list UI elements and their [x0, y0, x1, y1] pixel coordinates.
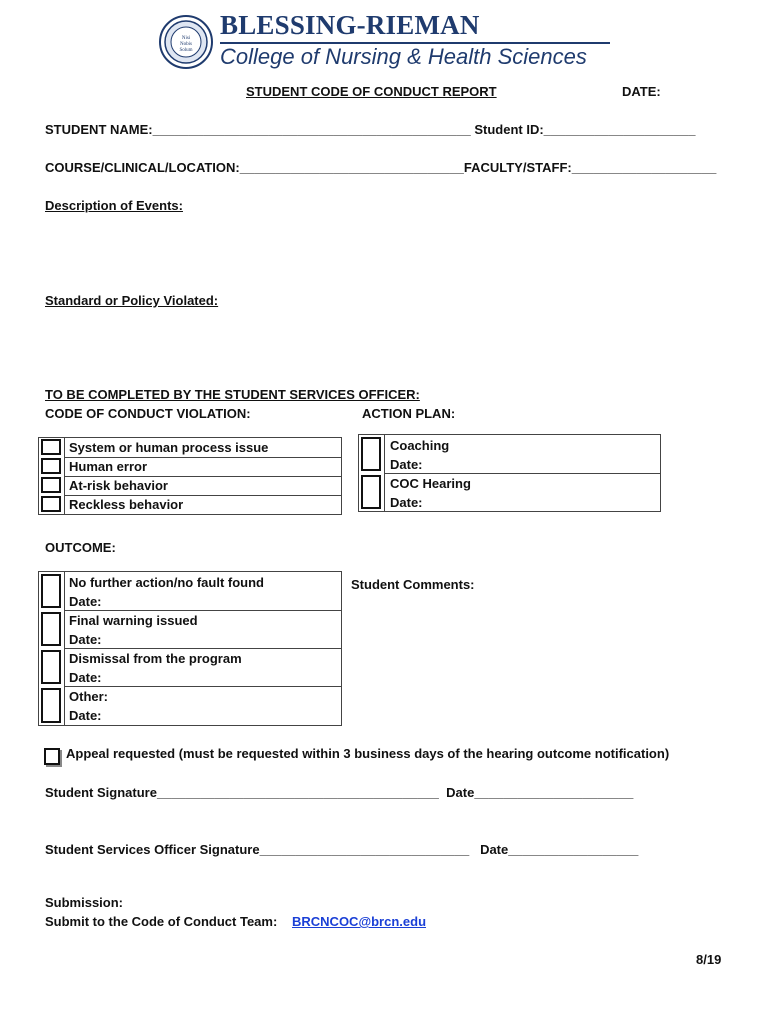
violation-table — [38, 437, 342, 515]
outcome-text: Final warning issued — [69, 613, 198, 628]
violation-row — [39, 476, 341, 495]
appeal-checkbox[interactable] — [44, 748, 60, 765]
revision-number: 8/19 — [696, 952, 722, 967]
violation-label-text: At-risk behavior — [69, 478, 168, 493]
svg-text:Nobis: Nobis — [180, 42, 192, 47]
action-plan-label: ACTION PLAN: — [362, 406, 456, 421]
outcome-date-label: Date: — [69, 632, 102, 647]
form-title: STUDENT CODE OF CONDUCT REPORT — [246, 84, 497, 99]
student-signature-field[interactable]: Student Signature_______________________________________ Date______________________ — [45, 785, 634, 800]
outcome-text: Dismissal from the program — [69, 651, 242, 666]
outcome-row — [39, 610, 341, 648]
appeal-text: Appeal requested (must be requested within 3 business days of the hearing outcome notification) — [66, 746, 670, 761]
outcome-text: Other: — [69, 689, 108, 704]
violation-checkbox[interactable] — [41, 477, 61, 493]
outcome-checkbox[interactable] — [41, 650, 61, 684]
standard-area[interactable] — [45, 313, 725, 383]
submit-text: Submit to the Code of Conduct Team: — [45, 914, 278, 929]
action-plan-table — [358, 434, 661, 512]
standard-label: Standard or Policy Violated: — [45, 293, 219, 308]
description-area[interactable] — [45, 218, 725, 288]
action-label: COC Hearing — [390, 476, 471, 491]
outcome-date-label: Date: — [69, 594, 102, 609]
student-name-field[interactable]: STUDENT NAME:____________________________________________ Student ID:_____________________ — [45, 122, 696, 137]
action-row — [359, 473, 660, 511]
violation-checkbox[interactable] — [41, 458, 61, 474]
outcome-table — [38, 571, 342, 726]
brand-name: BLESSING-RIEMAN — [220, 10, 480, 40]
outcome-date-label: Date: — [69, 708, 102, 723]
violation-row — [39, 457, 341, 476]
action-date-label: Date: — [390, 495, 423, 510]
violation-row — [39, 438, 341, 457]
violation-checkbox[interactable] — [41, 496, 61, 512]
course-faculty-field[interactable]: COURSE/CLINICAL/LOCATION:_______________________________FACULTY/STAFF:____________________ — [45, 160, 717, 175]
violation-label: CODE OF CONDUCT VIOLATION: — [45, 406, 251, 421]
college-seal-icon — [158, 14, 214, 70]
submit-email-link[interactable]: BRCNCOC@brcn.edu — [292, 914, 427, 929]
outcome-label: OUTCOME: — [45, 540, 116, 555]
outcome-checkbox[interactable] — [41, 612, 61, 646]
svg-text:Nisi: Nisi — [181, 36, 191, 41]
violation-label-text: Human error — [69, 459, 148, 474]
outcome-row — [39, 648, 341, 686]
officer-signature-field[interactable]: Student Services Officer Signature_____________________________ Date__________________ — [45, 842, 639, 857]
violation-checkbox[interactable] — [41, 439, 61, 455]
submission-label: Submission: — [45, 895, 124, 910]
outcome-date-label: Date: — [69, 670, 102, 685]
violation-row — [39, 495, 341, 514]
action-checkbox[interactable] — [361, 475, 381, 509]
student-comments-area[interactable] — [351, 597, 721, 725]
violation-label-text: System or human process issue — [69, 440, 269, 455]
outcome-text: No further action/no fault found — [69, 575, 264, 590]
svg-text:Solum: Solum — [179, 48, 193, 53]
description-label: Description of Events: — [45, 198, 183, 213]
student-comments-label: Student Comments: — [351, 577, 475, 592]
outcome-checkbox[interactable] — [41, 574, 61, 608]
brand-subtitle: College of Nursing & Health Sciences — [220, 44, 587, 69]
action-row — [359, 435, 660, 473]
outcome-row — [39, 572, 341, 610]
date-label: DATE: — [622, 84, 661, 99]
officer-section-label: TO BE COMPLETED BY THE STUDENT SERVICES OFFICER: — [45, 387, 420, 402]
action-label: Coaching — [390, 438, 450, 453]
action-date-label: Date: — [390, 457, 423, 472]
action-checkbox[interactable] — [361, 437, 381, 471]
outcome-row — [39, 686, 341, 725]
violation-label-text: Reckless behavior — [69, 497, 184, 512]
outcome-checkbox[interactable] — [41, 688, 61, 723]
